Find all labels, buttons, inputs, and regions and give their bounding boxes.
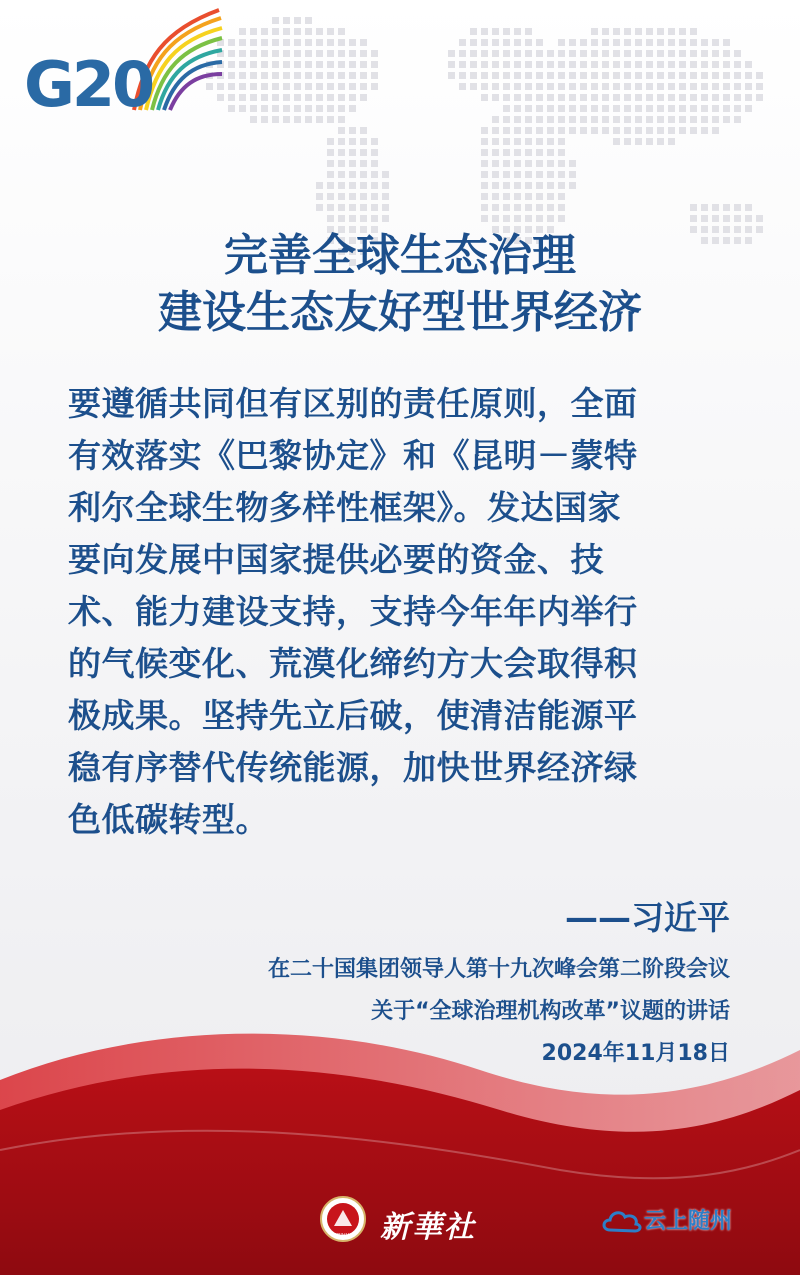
quote-line: 要遵循共同但有区别的责任原则，全面 <box>68 384 638 423</box>
source-line-1: 在二十国集团领导人第十九次峰会第二阶段会议 <box>267 957 730 982</box>
quote-line: 色低碳转型。 <box>68 800 269 839</box>
title-line-2: 建设生态友好型世界经济 <box>158 287 642 338</box>
quote-line: 利尔全球生物多样性框架》。发达国家 <box>68 488 621 527</box>
source-line-2: 关于“全球治理机构改革”议题的讲话 <box>371 999 730 1024</box>
quote-body <box>68 382 738 850</box>
quote-author: ——习近平 <box>565 898 730 937</box>
quote-line: 要向发展中国家提供必要的资金、技 <box>68 540 604 579</box>
quote-line: 极成果。坚持先立后破，使清洁能源平 <box>68 696 638 735</box>
quote-line: 术、能力建设支持，支持今年年内举行 <box>68 592 638 631</box>
g20-logo-text: G20 <box>24 48 153 121</box>
xinhua-name: 新華社 <box>380 1210 476 1245</box>
title-line-1: 完善全球生态治理 <box>224 230 576 281</box>
footer <box>0 1188 800 1248</box>
quote-line: 有效落实《巴黎协定》和《昆明－蒙特 <box>68 436 638 475</box>
source-date: 2024年11月18日 <box>541 1041 730 1066</box>
g20-logo <box>24 0 224 121</box>
quote-line: 稳有序替代传统能源，加快世界经济绿 <box>68 748 638 787</box>
xinhua-emblem-icon <box>320 1196 366 1242</box>
xinhua-emblem-text: XINHUA <box>333 1233 353 1239</box>
cloud-icon <box>600 1206 644 1234</box>
yunshang-suizhou-name: 云上随州 <box>644 1209 733 1234</box>
quote-line: 的气候变化、荒漠化缔约方大会取得积 <box>68 644 638 683</box>
